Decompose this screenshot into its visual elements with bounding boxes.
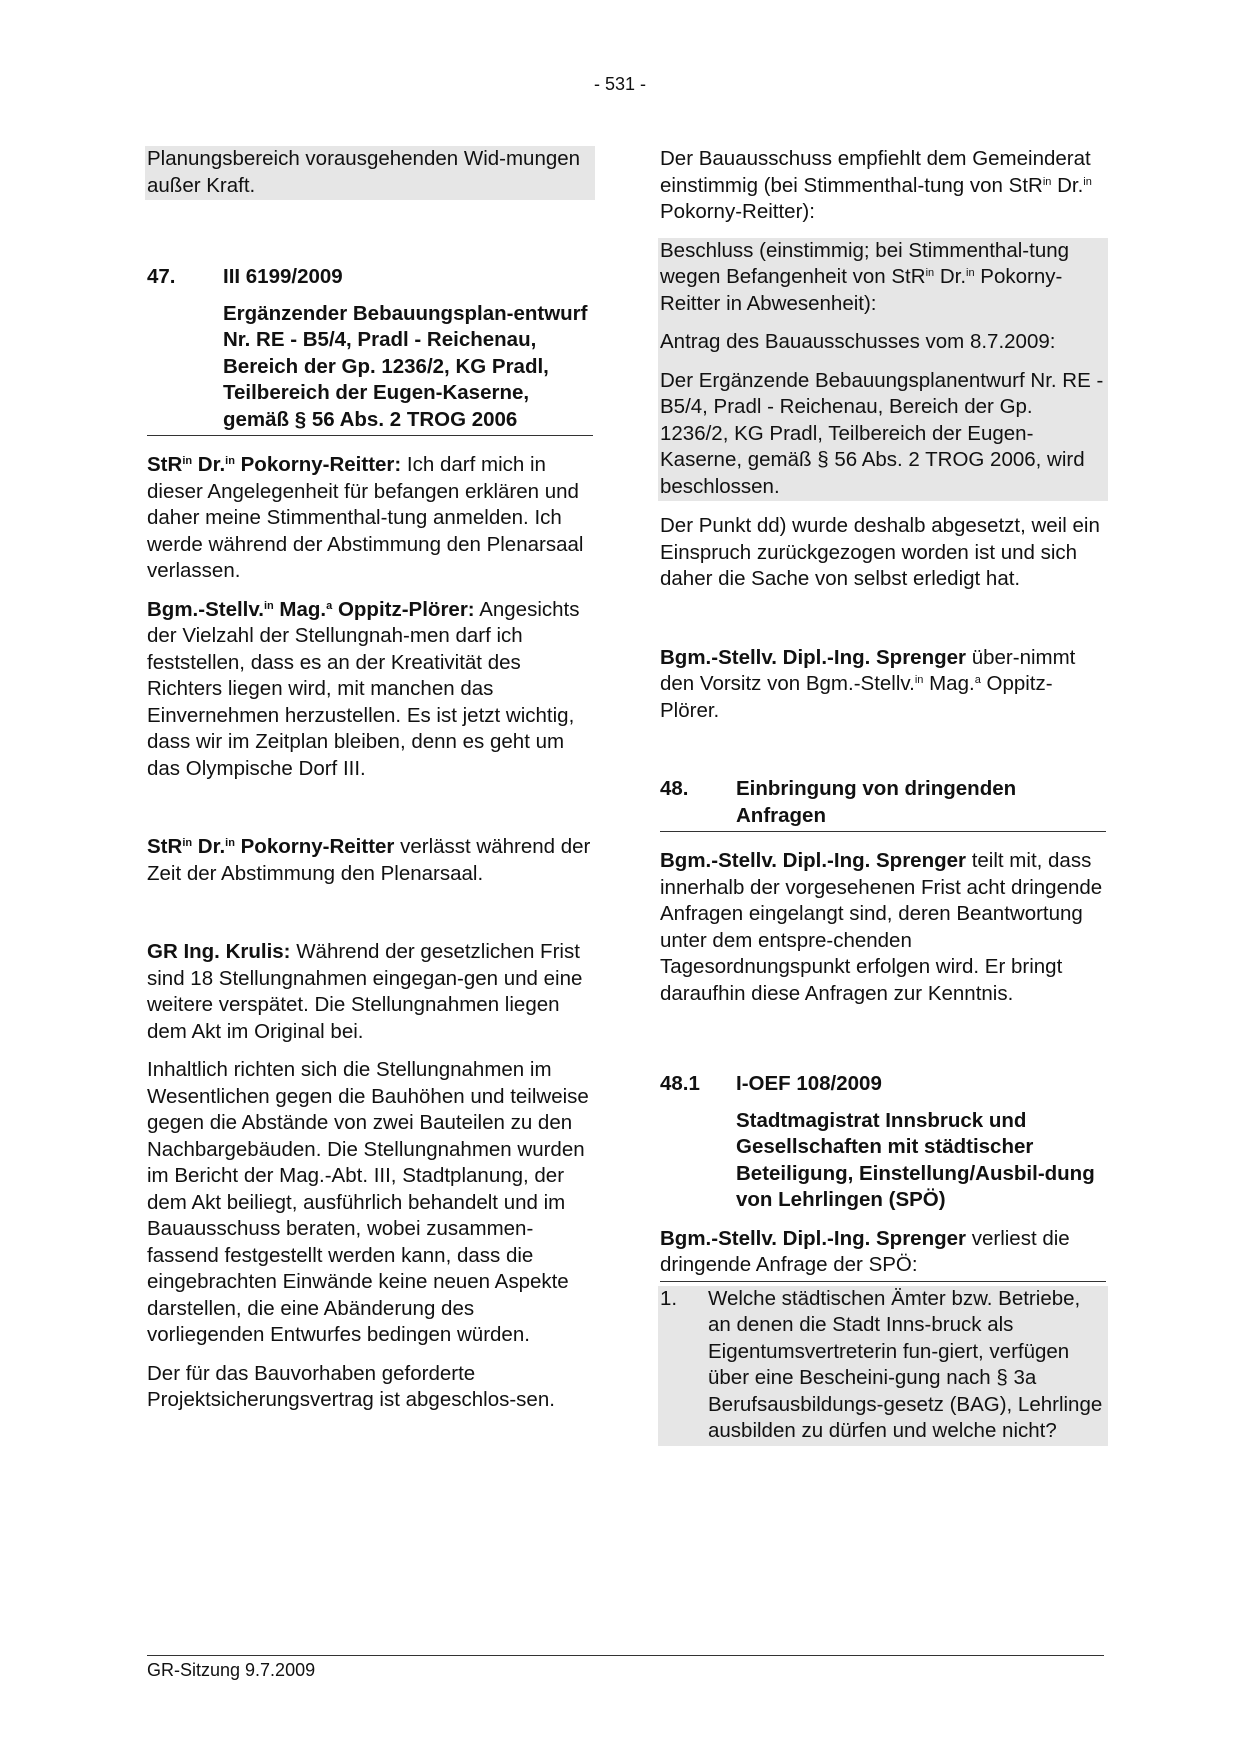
- intro-text: Planungsbereich vorausgehenden Wid-mungen außer Kraft.: [145, 146, 595, 200]
- speaker-name: GR Ing. Krulis:: [147, 940, 291, 963]
- item-47-heading: [147, 264, 593, 291]
- paragraph-sprenger-reads: Bgm.-Stellv. Dipl.-Ing. Sprenger verliest die dringende Anfrage der SPÖ:: [660, 1226, 1106, 1282]
- speaker-name: StR$^{in}$ Dr.$^{in}$ Pokorny-Reitter: [147, 835, 395, 858]
- item-47-number: 47.: [147, 265, 176, 288]
- list-item-number: 1.: [660, 1286, 678, 1310]
- paragraph-sprenger-inquiries: Bgm.-Stellv. Dipl.-Ing. Sprenger teilt mit, dass innerhalb der vorgesehenen Frist acht dringende Anfragen eingelangt sind, deren Beantwortung unter dem entspre-chenden Tagesordnungspunkt erfolgen wird. Er bringt daraufhin diese Anfragen zur Kenntnis.: [660, 849, 1103, 1005]
- resolution-block: [658, 238, 1108, 502]
- item-48-heading: [660, 776, 1106, 832]
- right-column: [660, 146, 1106, 1446]
- paragraph-pokorny-2: StR$^{in}$ Dr.$^{in}$ Pokorny-Reitter verlässt während der Zeit der Abstimmung den Plenarsaal.: [147, 835, 591, 885]
- item-47-ref: III 6199/2009: [223, 265, 343, 288]
- item-48-1-ref: I-OEF 108/2009: [736, 1072, 882, 1095]
- speaker-name: Bgm.-Stellv. Dipl.-Ing. Sprenger: [660, 645, 967, 669]
- paragraph-content: Inhaltlich richten sich die Stellungnahmen im Wesentlichen gegen die Bauhöhen und teilweise gegen die Abstände von zwei Bauteilen zu den Nachbargebäuden. Die Stellungnahmen wurden im Bericht der Mag.-Abt. III, Stadtplanung, der dem Akt beiliegt, ausführlich behandelt und im Bauausschuss beraten, wobei zusammen-fassend festgestellt werden kann, dass die eingebrachten Einwände keine neuen Aspekte darstellen, die eine Abänderung des vorliegenden Entwurfes bedingen würden.: [147, 1058, 589, 1346]
- item-48-1-number: 48.1: [660, 1072, 700, 1095]
- speaker-name: Bgm.-Stellv. Dipl.-Ing. Sprenger: [660, 1226, 967, 1250]
- item-48-number: 48.: [660, 777, 689, 800]
- footer-divider: [147, 1655, 1104, 1656]
- footer-text: GR-Sitzung 9.7.2009: [147, 1660, 316, 1680]
- paragraph-oppitz: Bgm.-Stellv.$^{in}$ Mag.$^a$ Oppitz-Plörer: Angesichts der Vielzahl der Stellungnah-men darf ich feststellen, dass es an der Kreativität des Richters liegen wird, mit manchen das Einvernehmen herzustellen. Es ist jetzt wichtig, dass wir im Zeitplan bleiben, denn es geht um das Olympische Dorf III.: [147, 597, 580, 780]
- paragraph-krulis: GR Ing. Krulis: Während der gesetzlichen Frist sind 18 Stellungnahmen eingegan-gen und eine weitere verspätet. Die Stellungnahmen liegen dem Akt im Original bei.: [147, 940, 583, 1043]
- speaker-name: Bgm.-Stellv.$^{in}$ Mag.$^a$ Oppitz-Plörer:: [147, 597, 475, 621]
- left-column: [147, 146, 593, 1426]
- speaker-name: StR$^{in}$ Dr.$^{in}$ Pokorny-Reitter:: [147, 453, 402, 476]
- page-number: - 531 -: [593, 74, 647, 94]
- list-item-text: Welche städtischen Ämter bzw. Betriebe, an denen die Stadt Inns-bruck als Eigentumsvertreterin fun-giert, verfügen über eine Bescheini-gung nach § 3a Berufsausbildungs-gesetz (BAG), Lehrlinge ausbilden zu dürfen und welche nicht?: [708, 1286, 1103, 1442]
- paragraph-pokorny-1: StR$^{in}$ Dr.$^{in}$ Pokorny-Reitter: Ich darf mich in dieser Angelegenheit für befangen erklären und daher meine Stimmenthal-tung anmelden. Ich werde während der Abstimmung den Plenarsaal verlassen.: [147, 453, 584, 582]
- motion-text: Der Ergänzende Bebauungsplanentwurf Nr. RE - B5/4, Pradl - Reichenau, Bereich der Gp. 1236/2, KG Pradl, Teilbereich der Eugen-Kaserne, gemäß § 56 Abs. 2 TROG 2006, wird beschlossen.: [660, 368, 1104, 498]
- motion-heading: Antrag des Bauausschusses vom 8.7.2009:: [660, 330, 1056, 353]
- list-item: [658, 1286, 1108, 1446]
- item-48-1-heading: [660, 1071, 1106, 1098]
- speaker-name: Bgm.-Stellv. Dipl.-Ing. Sprenger: [660, 849, 967, 872]
- paragraph-withdrawn: Der Punkt dd) wurde deshalb abgesetzt, weil ein Einspruch zurückgezogen worden ist und sich daher die Sache von selbst erledigt hat.: [660, 514, 1100, 590]
- resolution-heading: Beschluss (einstimmig; bei Stimmenthal-tung wegen Befangenheit von StR$^{in}$ Dr.$^{in}$ Pokorny-Reitter in Abwesenheit):: [660, 238, 1070, 315]
- paragraph-contract: Der für das Bauvorhaben geforderte Projektsicherungsvertrag ist abgeschlos-sen.: [147, 1361, 555, 1411]
- item-48-title: Einbringung von dringenden Anfragen: [736, 777, 1017, 827]
- paragraph-sprenger-chair: Bgm.-Stellv. Dipl.-Ing. Sprenger über-nimmt den Vorsitz von Bgm.-Stellv.$^{in}$ Mag.$^a$ Oppitz-Plörer.: [660, 645, 1076, 722]
- item-47-title: Ergänzender Bebauungsplan-entwurf Nr. RE - B5/4, Pradl - Reichenau, Bereich der Gp. 1236/2, KG Pradl, Teilbereich der Eugen-Kaserne, gemäß § 56 Abs. 2 TROG 2006: [147, 301, 593, 437]
- item-48-1-title: Stadtmagistrat Innsbruck und Gesellschaften mit städtischer Beteiligung, Einstellung/Ausbil-dung von Lehrlingen (SPÖ): [736, 1108, 1095, 1211]
- paragraph-recommendation: Der Bauausschuss empfiehlt dem Gemeinderat einstimmig (bei Stimmenthal-tung von StR$^{in}$ Dr.$^{in}$ Pokorny-Reitter):: [660, 147, 1092, 223]
